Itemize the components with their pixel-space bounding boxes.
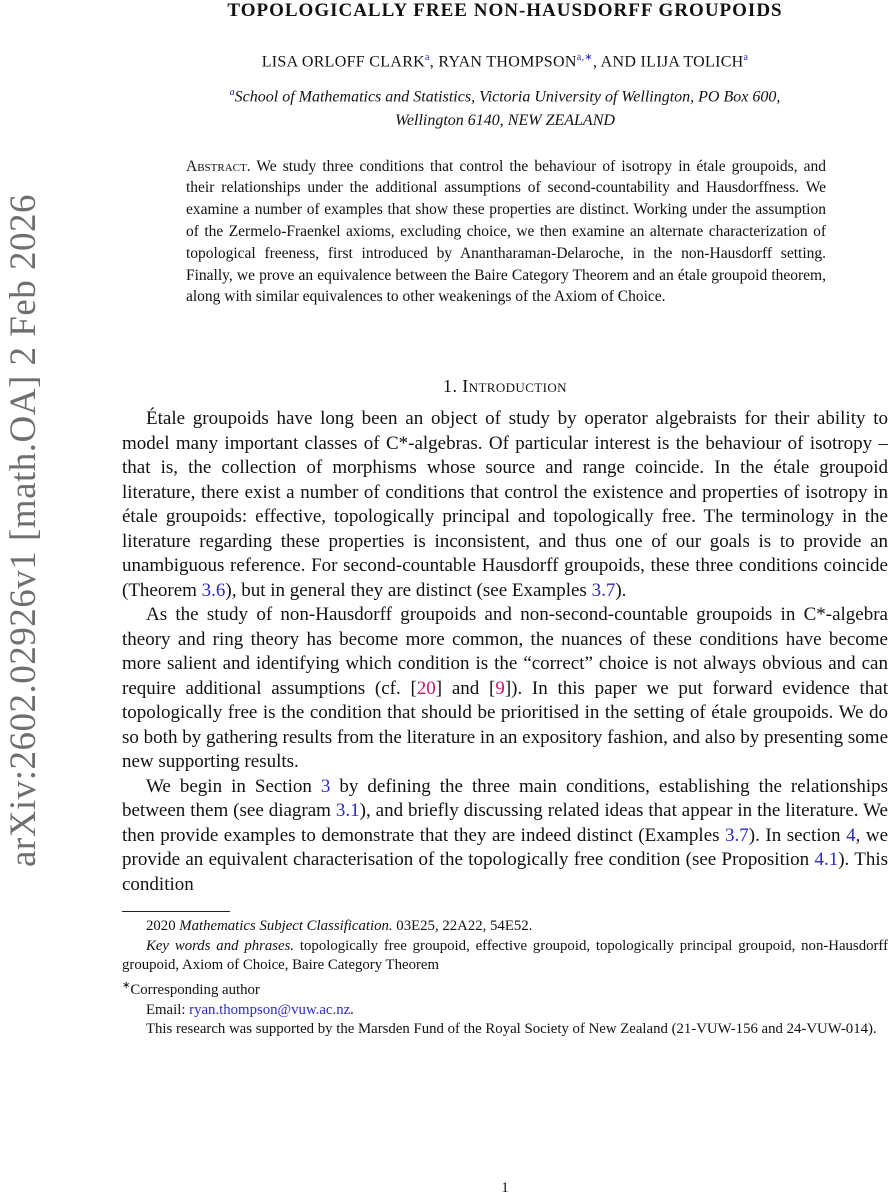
diagram-link[interactable]: 3.1 — [335, 800, 360, 822]
author-name: RYAN THOMPSON — [438, 53, 577, 71]
examples-link[interactable]: 3.7 — [591, 579, 616, 601]
examples-link[interactable]: 3.7 — [725, 824, 749, 846]
footnotes — [122, 917, 888, 1039]
arxiv-sidebar-stamp — [2, 170, 46, 890]
affiliation-marker: a — [229, 87, 235, 99]
corresponding-footnote: ∗Corresponding author — [122, 980, 260, 998]
abstract — [186, 156, 826, 309]
arxiv-identifier: arXiv:2602.02926v1 [math.OA] 2 Feb 2026 — [3, 193, 45, 867]
abstract-label: Abstract. — [186, 157, 251, 175]
section-link[interactable]: 3 — [320, 775, 331, 797]
author-name: ILIJA TOLICH — [640, 53, 744, 71]
theorem-link[interactable]: 3.6 — [201, 579, 226, 601]
paragraph: As the study of non-Hausdorff groupoids and non-second-countable groupoids in C*-algebra theory and ring theory has become more common, the nuances of these conditions have become more salient and identifying which condition is the “correct” choice is not always obvious and can require additional assumptions (cf. [20] and [9]). In this paper we put forward evidence that topologically free is the condition that should be prioritised in the setting of étale groupoids. We do so both by gathering results from the literature in an expository fashion, and also by presenting some new supporting results. — [122, 604, 888, 773]
affiliation-line-1: School of Mathematics and Statistics, Victoria University of Wellington, PO Box 600, — [234, 88, 781, 106]
body-text — [122, 407, 888, 897]
paper-title: TOPOLOGICALLY FREE NON-HAUSDORFF GROUPOIDS — [227, 0, 783, 21]
affiliation-marker[interactable]: a,∗ — [576, 52, 593, 63]
email-footnote: Email: ryan.thompson@vuw.ac.nz. — [146, 1001, 354, 1018]
section-name: Introduction — [462, 376, 567, 397]
section-link[interactable]: 4 — [846, 824, 856, 846]
citation-link[interactable]: 9 — [495, 677, 505, 699]
paragraph: Étale groupoids have long been an object of study by operator algebraists for their ability to model many important classes of C*-algebras. Of particular interest is the behaviour of isotropy – that is, the collection of morphisms whose source and range coincide. In the étale groupoid literature, there exist a number of conditions that control the existence and properties of isotropy in étale groupoids: effective, topologically principal and topologically free. The terminology in the literature regarding these properties is inconsistent, and thus one of our goals is to provide an unambiguous reference. For second-countable Hausdorff groupoids, these three conditions coincide (Theorem 3.6), but in general they are distinct (see Examples 3.7). — [122, 408, 888, 601]
section-heading — [122, 376, 888, 397]
author-name: LISA ORLOFF CLARK — [261, 53, 426, 71]
keywords-footnote: Key words and phrases. topologically free groupoid, effective groupoid, topologically principal groupoid, non-Hausdorff groupoid, Axiom of Choice, Baire Category Theorem — [122, 937, 888, 974]
paper-page — [122, 0, 888, 1196]
footnote-rule — [122, 911, 230, 912]
affiliation — [122, 81, 888, 131]
section-number: 1. — [443, 376, 458, 397]
author-list: LISA ORLOFF CLARK$^a$, RYAN $THOMPSON^{a,∗}$, AND ILIJA TOLICH$^a$ — [261, 52, 749, 71]
proposition-link[interactable]: 4.1 — [814, 849, 839, 871]
affiliation-marker[interactable]: a — [425, 52, 430, 63]
funding-footnote: This research was supported by the Marsden Fund of the Royal Society of New Zealand (21-VUW-156 and 24-VUW-014). — [146, 1021, 877, 1038]
affiliation-marker[interactable]: a — [743, 52, 749, 63]
paragraph: We begin in Section 3 by defining the three main conditions, establishing the relationships between them (see diagram 3.1), and briefly discussing related ideas that appear in the literature. We then provide examples to demonstrate that they are indeed distinct (Examples 3.7). In section 4, we provide an equivalent characterisation of the topologically free condition (see Proposition 4.1). This condition — [122, 775, 888, 895]
msc-footnote: 2020 Mathematics Subject Classification. 03E25, 22A22, 54E52. — [146, 918, 533, 935]
citation-link[interactable]: 20 — [416, 677, 436, 699]
email-link[interactable]: ryan.thompson@vuw.ac.nz — [189, 1001, 351, 1018]
affiliation-line-2: Wellington 6140, NEW ZEALAND — [395, 111, 615, 129]
page-number: 1 — [501, 1180, 509, 1196]
abstract-text: We study three conditions that control the behaviour of isotropy in étale groupoids, and their relationships under the additional assumptions of second-countability and Hausdorffness. We examine a number of examples that show these properties are distinct. Working under the assumption of the Zermelo-Fraenkel axioms, excluding choice, we then examine an alternate characterization of topological freeness, first introduced by Anantharaman-Delaroche, in the non-Hausdorff setting. Finally, we prove an equivalence between the Baire Category Theorem and an étale groupoid theorem, along with similar equivalences to other weakenings of the Axiom of Choice. — [186, 157, 826, 306]
